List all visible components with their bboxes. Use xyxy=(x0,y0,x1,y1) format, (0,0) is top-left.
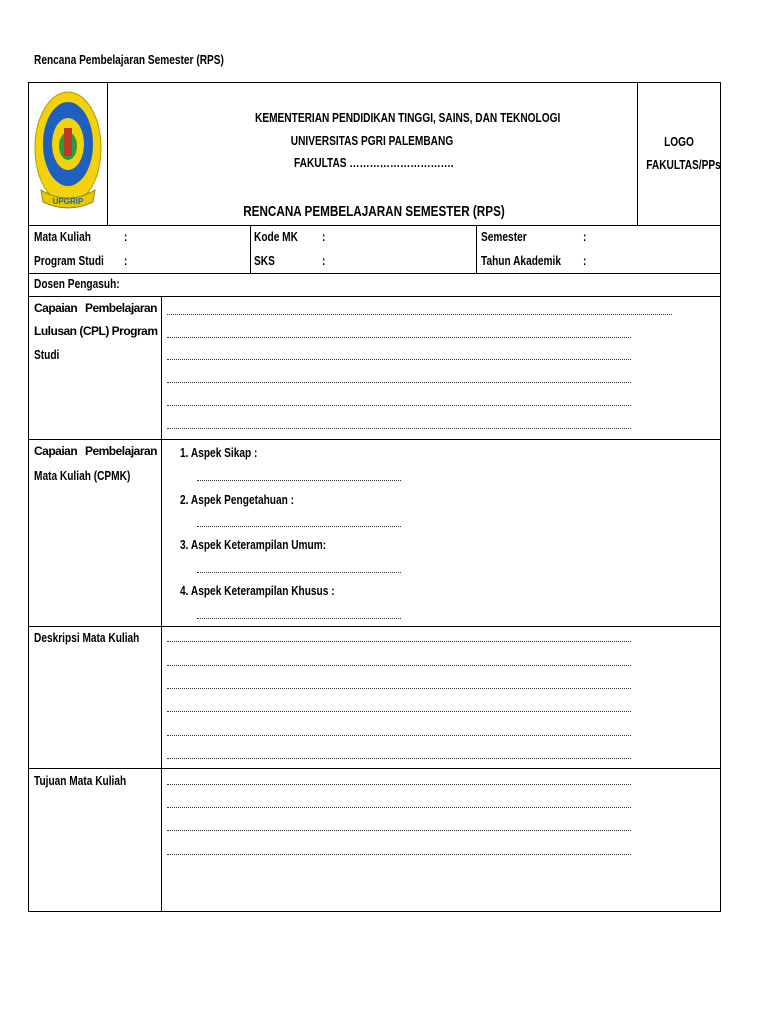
deskripsi-fill-line-2 xyxy=(167,665,631,666)
aspek-sikap: 1. Aspek Sikap : xyxy=(180,445,258,460)
deskripsi-fill-line-6 xyxy=(167,758,631,759)
dosen-pengasuh-label: Dosen Pengasuh: xyxy=(34,276,120,291)
tahun-akademik-colon: : xyxy=(583,253,587,268)
semester-colon: : xyxy=(583,229,587,244)
aspek-keterampilan-umum: 3. Aspek Keterampilan Umum: xyxy=(180,537,327,552)
program-studi-label: Program Studi xyxy=(34,253,104,268)
university-name: UNIVERSITAS PGRI PALEMBANG xyxy=(290,133,454,148)
document-title: Rencana Pembelajaran Semester (RPS) xyxy=(34,52,224,67)
cpl-label-line1: Capaian Pembelajaran xyxy=(34,301,157,315)
aspek-keterampilan-khusus-fill xyxy=(197,618,401,619)
tujuan-fill-line-2 xyxy=(167,807,631,808)
info-divider-2 xyxy=(476,225,477,273)
dosen-bottom-line xyxy=(28,296,721,297)
cpl-fill-line-6 xyxy=(167,428,631,429)
aspek-sikap-fill xyxy=(197,480,401,481)
cpl-bottom-line xyxy=(28,439,721,440)
ministry-name: KEMENTERIAN PENDIDIKAN TINGGI, SAINS, DAN TEKNOLOGI xyxy=(255,110,561,125)
form-title: RENCANA PEMBELAJARAN SEMESTER (RPS) xyxy=(243,203,505,220)
info-bottom-line xyxy=(28,273,721,274)
cpmk-label-line1: Capaian Pembelajaran xyxy=(34,444,157,458)
header-divider-right xyxy=(637,82,638,225)
cpl-fill-line-1 xyxy=(167,314,672,315)
tahun-akademik-label: Tahun Akademik xyxy=(481,253,562,268)
program-studi-colon: : xyxy=(124,253,128,268)
info-divider-1 xyxy=(250,225,251,273)
university-logo xyxy=(33,88,103,216)
aspek-pengetahuan: 2. Aspek Pengetahuan : xyxy=(180,492,295,507)
cpl-fill-line-3 xyxy=(167,359,631,360)
tujuan-fill-line-4 xyxy=(167,854,631,855)
section-column-divider xyxy=(161,296,162,912)
logo-pillar xyxy=(64,128,72,156)
deskripsi-fill-line-3 xyxy=(167,688,631,689)
semester-label: Semester xyxy=(481,229,527,244)
kode-mk-colon: : xyxy=(322,229,326,244)
cpl-fill-line-2 xyxy=(167,337,631,338)
sks-label: SKS xyxy=(254,253,275,268)
cpl-fill-line-5 xyxy=(167,405,631,406)
tujuan-fill-line-3 xyxy=(167,830,631,831)
header-bottom-line xyxy=(28,225,721,226)
aspek-pengetahuan-fill xyxy=(197,526,401,527)
sks-colon: : xyxy=(322,253,326,268)
deskripsi-fill-line-5 xyxy=(167,735,631,736)
mata-kuliah-label: Mata Kuliah xyxy=(34,229,91,244)
aspek-keterampilan-umum-fill xyxy=(197,572,401,573)
logo-banner-text: UPGRIP xyxy=(52,197,84,206)
cpl-label-line2: Lulusan (CPL) Program xyxy=(34,324,158,338)
logo-placeholder-subtext: FAKULTAS/PPs xyxy=(646,157,721,172)
deskripsi-fill-line-4 xyxy=(167,711,631,712)
tujuan-label: Tujuan Mata Kuliah xyxy=(34,773,127,788)
cpl-fill-line-4 xyxy=(167,382,631,383)
mata-kuliah-colon: : xyxy=(124,229,128,244)
aspek-keterampilan-khusus: 4. Aspek Keterampilan Khusus : xyxy=(180,583,335,598)
kode-mk-label: Kode MK xyxy=(254,229,298,244)
cpmk-bottom-line xyxy=(28,626,721,627)
logo-placeholder-text: LOGO xyxy=(664,134,694,149)
faculty-line: FAKULTAS …………………………. xyxy=(294,155,454,170)
tujuan-fill-line-1 xyxy=(167,784,631,785)
cpmk-label-line2: Mata Kuliah (CPMK) xyxy=(34,468,131,483)
cpl-label-line3: Studi xyxy=(34,347,60,362)
deskripsi-fill-line-1 xyxy=(167,641,631,642)
header-divider-left xyxy=(107,82,108,225)
deskripsi-bottom-line xyxy=(28,768,721,769)
deskripsi-label: Deskripsi Mata Kuliah xyxy=(34,630,140,645)
